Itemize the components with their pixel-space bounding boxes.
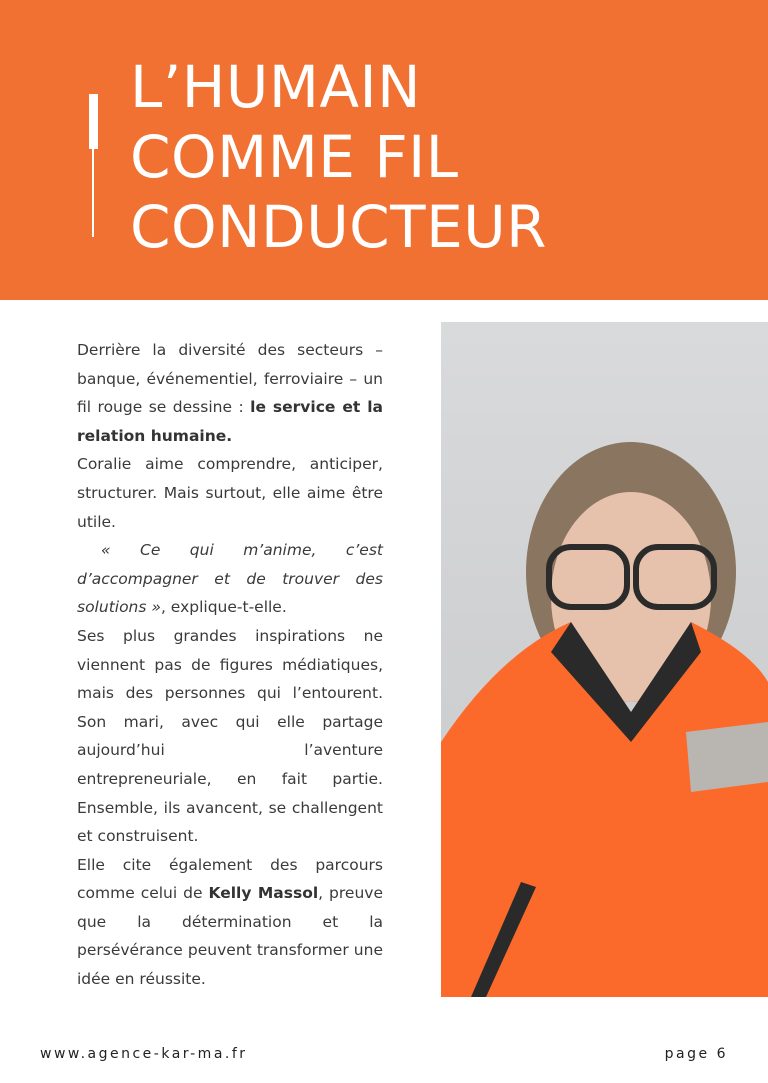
- decorative-line: [92, 149, 94, 237]
- page-title: L’HUMAIN COMME FIL CONDUCTEUR: [130, 53, 547, 261]
- paragraph: Elle cite également des parcours comme celui de Kelly Massol, preuve que la détermination et la persévérance peuvent transformer une idée en réussite.: [77, 855, 383, 989]
- article-body: [77, 336, 383, 994]
- paragraph: Ses plus grandes inspirations ne viennent pas de figures médiatiques, mais des personnes qui l’entourent. Son mari, avec qui elle partage aujourd’hui l’aventure entrepreneuriale, en fait partie. Ensemble, ils avancent, se challengent et construisent.: [77, 626, 383, 846]
- title-banner: [0, 0, 768, 300]
- page-number: page 6: [664, 1046, 728, 1062]
- paragraph: Coralie aime comprendre, anticiper, structurer. Mais surtout, elle aime être utile.: [77, 455, 383, 531]
- portrait-photo: [441, 322, 768, 997]
- quote-paragraph: « Ce qui m’anime, c’est d’accompagner et de trouver des solutions », explique-t-elle.: [77, 541, 383, 617]
- paragraph: Derrière la diversité des secteurs – banque, événementiel, ferroviaire – un fil rouge se dessine : le service et la relation humaine.: [77, 341, 383, 445]
- decorative-bar: [89, 94, 98, 149]
- portrait-illustration: [441, 322, 768, 997]
- website-link[interactable]: www.agence-kar-ma.fr: [40, 1046, 248, 1062]
